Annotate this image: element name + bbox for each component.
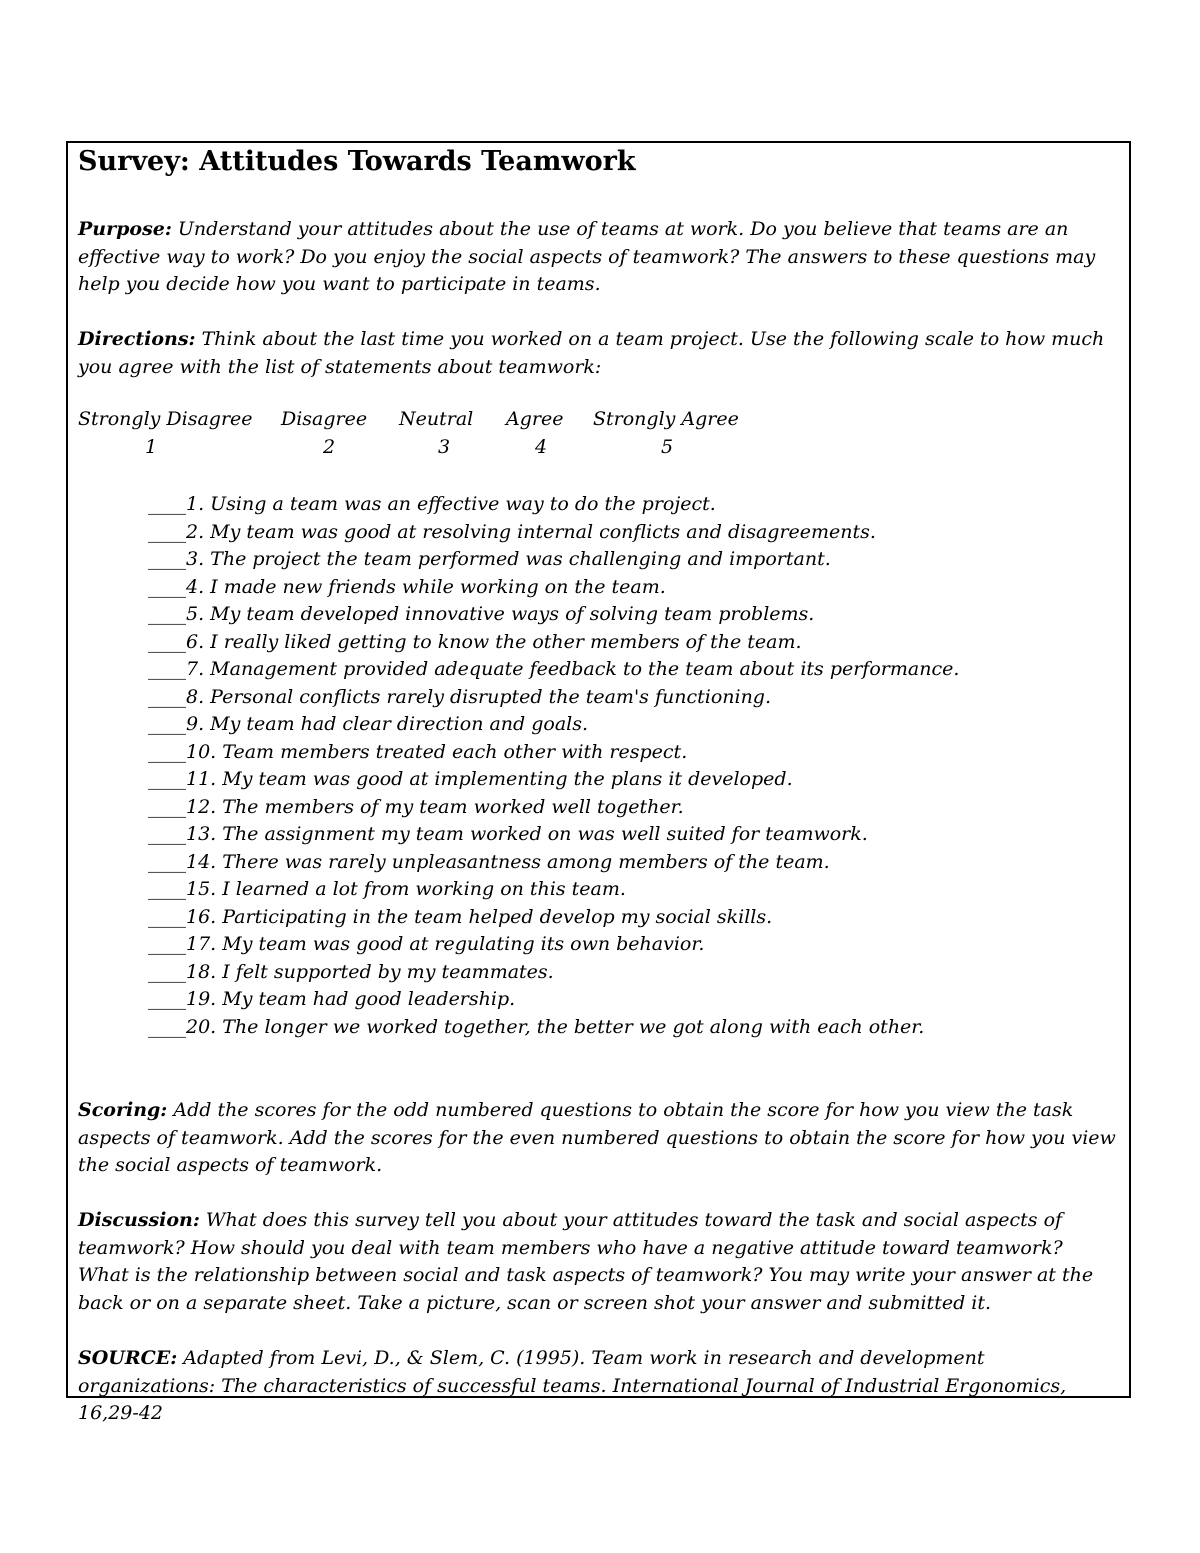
answer-blank[interactable]: ____ — [148, 823, 186, 845]
survey-item — [148, 876, 959, 904]
scoring-text: Add the scores for the odd numbered questions to obtain the score for how you view the task aspects of teamwork. Add the scores for the even numbered questions to obtain the score for how you view the social aspects of teamwork. — [78, 1099, 1116, 1176]
survey-item — [148, 1014, 959, 1042]
survey-items — [148, 491, 959, 1041]
item-text: 9. My team had clear direction and goals. — [186, 713, 589, 735]
survey-item — [148, 794, 959, 822]
item-text: 10. Team members treated each other with respect. — [186, 740, 688, 763]
source-label: SOURCE: — [78, 1347, 178, 1369]
item-text: 20. The longer we worked together, the better we got along with each other. — [186, 1015, 925, 1038]
survey-item — [148, 629, 959, 657]
answer-blank[interactable]: ____ — [148, 548, 186, 570]
answer-blank[interactable]: ____ — [148, 768, 186, 790]
survey-item — [148, 959, 959, 987]
survey-item — [148, 519, 959, 547]
answer-blank[interactable]: ____ — [148, 988, 186, 1010]
answer-blank[interactable]: ____ — [148, 878, 186, 900]
item-text: 4. I made new friends while working on the team. — [186, 575, 666, 598]
purpose-text: Understand your attitudes about the use of teams at work. Do you believe that teams are an effective way to work? Do you enjoy the social aspects of teamwork? The answers to these questions may help you decide how you want to participate in teams. — [78, 218, 1096, 295]
answer-blank[interactable]: ____ — [148, 740, 186, 763]
survey-item — [148, 821, 959, 849]
item-text: 16. Participating in the team helped develop my social skills. — [186, 905, 773, 928]
survey-item — [148, 986, 959, 1014]
scale-label-5: Strongly Agree — [593, 408, 739, 430]
answer-blank[interactable]: ____ — [148, 630, 186, 653]
survey-item — [148, 574, 959, 602]
survey-item — [148, 684, 959, 712]
answer-blank[interactable]: ____ — [148, 795, 186, 818]
item-text: 14. There was rarely unpleasantness among members of the team. — [186, 850, 830, 873]
answer-blank[interactable]: ____ — [148, 1015, 186, 1038]
answer-blank[interactable]: ____ — [148, 685, 186, 708]
source-paragraph — [78, 1345, 1118, 1428]
page-title: Survey: Attitudes Towards Teamwork — [78, 146, 636, 177]
survey-item — [148, 491, 959, 519]
survey-item — [148, 849, 959, 877]
survey-item — [148, 904, 959, 932]
scale-label-1: Strongly Disagree — [78, 408, 253, 430]
survey-item — [148, 656, 959, 684]
scale-label-4: Agree — [506, 408, 564, 430]
survey-item — [148, 931, 959, 959]
scale-label-3: Neutral — [399, 408, 474, 430]
answer-blank[interactable]: ____ — [148, 850, 186, 873]
discussion-text: What does this survey tell you about your attitudes toward the task and social aspects of teamwork? How should you deal with team members who have a negative attitude toward teamwork? What is the relationship between social and task aspects of teamwork? You may write your answer at the back or on a separate sheet. Take a picture, scan or screen shot your answer and submitted it. — [78, 1209, 1094, 1314]
item-text: 8. Personal conflicts rarely disrupted the team's functioning. — [186, 685, 772, 708]
scale-label-2: Disagree — [281, 408, 368, 430]
source-text: Adapted from Levi, D., & Slem, C. (1995). Team work in research and development organizations: The characteristics of successful teams. International Journal of Industrial Ergonomics, 16,29-42 — [78, 1347, 1067, 1424]
item-text: 13. The assignment my team worked on was well suited for teamwork. — [186, 823, 868, 845]
item-text: 12. The members of my team worked well together. — [186, 795, 684, 818]
survey-item — [148, 601, 959, 629]
directions-label: Directions: — [78, 328, 196, 350]
item-text: 1. Using a team was an effective way to do the project. — [186, 493, 716, 515]
item-text: 6. I really liked getting to know the other members of the team. — [186, 630, 802, 653]
item-text: 15. I learned a lot from working on this team. — [186, 878, 626, 900]
item-text: 7. Management provided adequate feedback to the team about its performance. — [186, 658, 960, 680]
scale-value-1: 1 — [145, 436, 158, 458]
scale-value-3: 3 — [438, 436, 451, 458]
discussion-label: Discussion: — [78, 1209, 200, 1231]
item-text: 3. The project the team performed was challenging and important. — [186, 548, 831, 570]
answer-blank[interactable]: ____ — [148, 493, 186, 515]
item-text: 17. My team was good at regulating its own behavior. — [186, 933, 705, 955]
answer-blank[interactable]: ____ — [148, 575, 186, 598]
purpose-label: Purpose: — [78, 218, 172, 240]
answer-blank[interactable]: ____ — [148, 960, 186, 983]
directions-text: Think about the last time you worked on a team project. Use the following scale to how much you agree with the list of statements about teamwork: — [78, 328, 1105, 378]
survey-item — [148, 546, 959, 574]
item-text: 18. I felt supported by my teammates. — [186, 960, 554, 983]
directions-paragraph — [78, 326, 1118, 381]
item-text: 2. My team was good at resolving internal conflicts and disagreements. — [186, 520, 876, 543]
answer-blank[interactable]: ____ — [148, 933, 186, 955]
survey-item — [148, 739, 959, 767]
scale-value-4: 4 — [535, 436, 548, 458]
survey-item — [148, 711, 959, 739]
answer-blank[interactable]: ____ — [148, 520, 186, 543]
answer-blank[interactable]: ____ — [148, 905, 186, 928]
item-text: 5. My team developed innovative ways of solving team problems. — [186, 603, 815, 625]
survey-item — [148, 766, 959, 794]
purpose-paragraph — [78, 216, 1118, 299]
scoring-paragraph — [78, 1097, 1118, 1180]
answer-blank[interactable]: ____ — [148, 603, 186, 625]
scale-value-2: 2 — [323, 436, 336, 458]
answer-blank[interactable]: ____ — [148, 658, 186, 680]
item-text: 19. My team had good leadership. — [186, 988, 516, 1010]
scoring-label: Scoring: — [78, 1099, 168, 1121]
item-text: 11. My team was good at implementing the plans it developed. — [186, 768, 793, 790]
answer-blank[interactable]: ____ — [148, 713, 186, 735]
scale-value-5: 5 — [661, 436, 674, 458]
discussion-paragraph — [78, 1207, 1118, 1317]
